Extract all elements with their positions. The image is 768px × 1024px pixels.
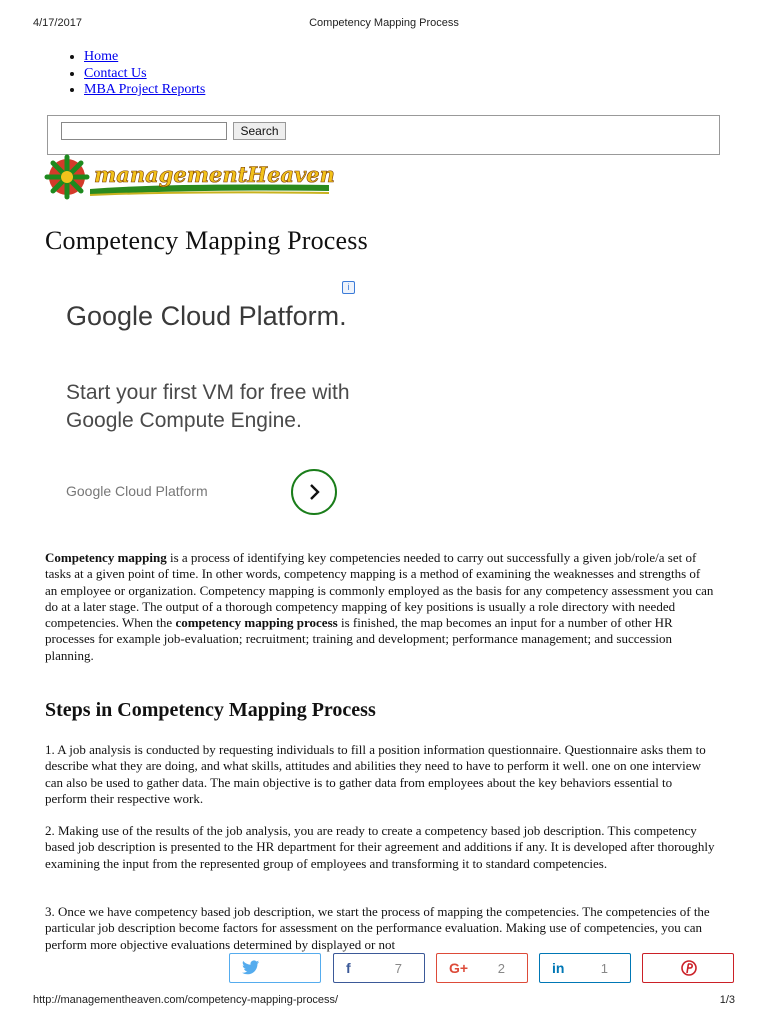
ad-arrow-button[interactable] (291, 469, 337, 515)
pinterest-icon (681, 960, 697, 979)
intro-text-part2: is finished, the map becomes an input for a number of other HR processes for example job-evaluation; recruitment; training and development; performance management; and succession planning. (45, 615, 673, 663)
ad-banner[interactable] (45, 279, 358, 537)
share-button-twitter[interactable] (229, 953, 321, 983)
site-logo[interactable] (44, 155, 334, 201)
logo-text: managementHeaven (94, 162, 335, 187)
share-button-linkedin[interactable] (539, 953, 631, 983)
intro-paragraph (45, 550, 715, 664)
print-url: http://managementheaven.com/competency-mapping-process/ (33, 994, 339, 1006)
logo-wordmark (44, 155, 334, 201)
ad-subtext[interactable]: Start your first VM for free with Google Compute Engine. (66, 381, 350, 432)
googleplus-count: 2 (497, 961, 505, 976)
ad-brand[interactable]: Google Cloud Platform (66, 483, 208, 499)
info-icon[interactable]: i (342, 281, 355, 294)
facebook-count: 7 (394, 961, 402, 976)
search-button[interactable]: Search (233, 122, 286, 140)
linkedin-count: 1 (600, 961, 608, 976)
article-title: Competency Mapping Process (45, 226, 368, 255)
step-1-paragraph: 1. A job analysis is conducted by requesting individuals to fill a position information questionnaire. Questionnaire asks them to describe what they are doing, and what skills, attitudes and abilities they need to have to perform it well. one on one interview can also be used to gather data. The main objective is to gather data from employees about the key behaviors essential to perform their respective work. (45, 742, 706, 806)
nav-item-home (84, 49, 205, 66)
chevron-right-icon (304, 482, 324, 502)
print-date: 4/17/2017 (33, 17, 82, 29)
nav-link-home[interactable]: Home (84, 49, 119, 64)
share-button-pinterest[interactable] (642, 953, 734, 983)
search-bar (47, 115, 720, 155)
nav-link-contact[interactable]: Contact Us (84, 65, 147, 81)
nav-link-mba-reports[interactable]: MBA Project Reports (84, 82, 206, 97)
twitter-icon (242, 960, 260, 979)
steps-heading: Steps in Competency Mapping Process (45, 699, 376, 721)
top-nav (66, 49, 205, 99)
search-input[interactable] (61, 122, 227, 140)
print-page-title: Competency Mapping Process (309, 17, 459, 29)
ad-headline[interactable]: Google Cloud Platform. (66, 301, 347, 331)
intro-bold-term: Competency mapping (45, 550, 167, 565)
print-page-number: 1/3 (719, 994, 735, 1006)
linkedin-icon: in (552, 960, 565, 976)
googleplus-icon: G+ (449, 960, 469, 976)
step-3-paragraph: 3. Once we have competency based job description, we start the process of mapping the competencies. The competencies of the particular job description become factors for assessment on the performance evaluation. Making use of competencies, you can perform more objective evaluations determined by displayed or not (45, 904, 710, 952)
facebook-icon: f (346, 960, 351, 976)
nav-item-contact (84, 66, 205, 83)
intro-bold-process: competency mapping process (175, 615, 338, 631)
step-2-paragraph: 2. Making use of the results of the job analysis, you are ready to create a competency based job description. This competency based job description is presented to the HR department for their agreement and additions if any. It is developed after thoroughly examining the input from the represented group of employees and transforming it to standard competencies. (45, 823, 715, 871)
print-header (0, 13, 768, 33)
nav-item-mba-reports (84, 82, 205, 99)
intro-text-part1: is a process of identifying key competencies needed to carry out successfully a given job/role/a set of tasks at a given point of time. In other words, competency mapping is a method of examining the weaknesses and strengths of an employee or organization. Competency mapping is commonly employed as the basis for any competency assessment you can do at a later stage. The output of a thorough competency mapping of key positions is usually a role directory with needed competencies. When the (45, 550, 714, 631)
share-button-facebook[interactable] (333, 953, 425, 983)
share-button-googleplus[interactable] (436, 953, 528, 983)
